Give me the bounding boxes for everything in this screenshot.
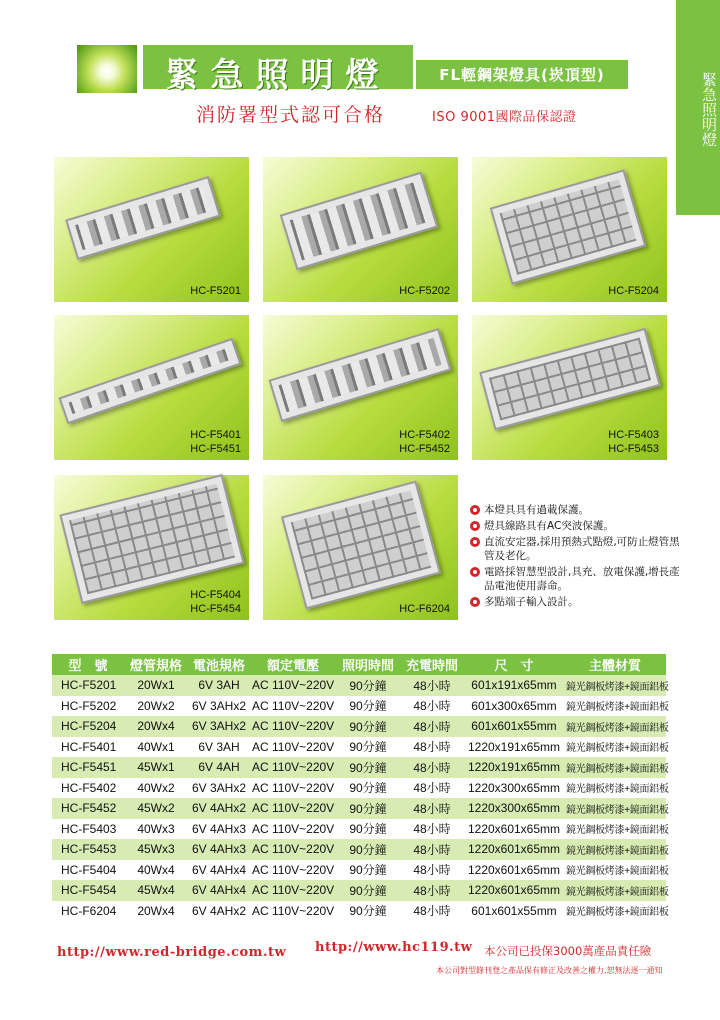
column-header: 照明時間: [336, 654, 400, 675]
table-cell: AC 110V~220V: [250, 778, 336, 799]
bullet-icon: [470, 597, 480, 607]
table-cell: 40Wx1: [124, 737, 188, 758]
fixture-image: [268, 328, 451, 422]
product-photo-2: [263, 157, 458, 302]
table-cell: 20Wx4: [124, 901, 188, 922]
table-cell: 20Wx2: [124, 696, 188, 717]
table-cell: AC 110V~220V: [250, 901, 336, 922]
table-cell: 90分鐘: [336, 757, 400, 778]
certification-text: 消防署型式認可合格: [196, 104, 386, 126]
product-label: HC-F5202: [399, 285, 450, 297]
product-label: HC-F5402 HC-F5452: [399, 429, 450, 455]
product-label: HC-F5204: [608, 285, 659, 297]
fixture-image: [281, 481, 441, 610]
table-cell: 6V 3AHx2: [188, 696, 250, 717]
table-cell: 48小時: [400, 778, 464, 799]
table-cell: 鏡光鋼板烤漆+鏡面鋁板: [564, 880, 666, 901]
insurance-note: 本公司已投保3000萬產品責任險: [484, 944, 652, 958]
fixture-image: [58, 338, 241, 424]
table-cell: 1220x601x65mm: [464, 819, 564, 840]
table-cell: 90分鐘: [336, 819, 400, 840]
table-cell: 6V 3AH: [188, 675, 250, 696]
table-cell: HC-F5204: [52, 716, 124, 737]
page-title: 緊急照明燈: [165, 55, 391, 94]
table-cell: 鏡光鋼板烤漆+鏡面鋁板: [564, 839, 666, 860]
table-cell: HC-F5452: [52, 798, 124, 819]
table-cell: 鏡光鋼板烤漆+鏡面鋁板: [564, 737, 666, 758]
table-cell: HC-F5401: [52, 737, 124, 758]
product-label: HC-F5401 HC-F5451: [190, 429, 241, 455]
page-subtitle: FL輕鋼架燈具(崁頂型): [439, 66, 605, 84]
table-row: [52, 860, 666, 881]
table-cell: 48小時: [400, 757, 464, 778]
table-cell: 48小時: [400, 880, 464, 901]
table-cell: 601x300x65mm: [464, 696, 564, 717]
table-cell: HC-F5403: [52, 819, 124, 840]
table-cell: 1220x300x65mm: [464, 798, 564, 819]
product-photo-6: [472, 315, 667, 460]
table-cell: 48小時: [400, 839, 464, 860]
product-photo-1: [54, 157, 249, 302]
feature-item: 多點端子輸入設計。: [470, 595, 690, 609]
bullet-icon: [470, 521, 480, 531]
table-cell: 6V 4AHx3: [188, 819, 250, 840]
table-cell: AC 110V~220V: [250, 880, 336, 901]
company-website-link[interactable]: http://www.red-bridge.com.tw: [57, 945, 287, 960]
table-cell: 90分鐘: [336, 839, 400, 860]
fixture-image: [479, 328, 661, 430]
table-cell: 6V 4AH: [188, 757, 250, 778]
product-label: HC-F6204: [399, 603, 450, 615]
fixture-image: [65, 176, 221, 260]
table-cell: 90分鐘: [336, 696, 400, 717]
table-cell: AC 110V~220V: [250, 716, 336, 737]
bullet-icon: [470, 567, 480, 577]
table-cell: 48小時: [400, 696, 464, 717]
table-cell: HC-F5453: [52, 839, 124, 860]
table-cell: HC-F5201: [52, 675, 124, 696]
side-tab: [676, 0, 720, 215]
column-header: 燈管規格: [124, 654, 188, 675]
table-cell: 1220x601x65mm: [464, 880, 564, 901]
table-cell: 6V 3AHx2: [188, 716, 250, 737]
table-cell: 鏡光鋼板烤漆+鏡面鋁板: [564, 757, 666, 778]
table-cell: HC-F6204: [52, 901, 124, 922]
title-bar: [143, 45, 413, 94]
table-cell: AC 110V~220V: [250, 696, 336, 717]
table-cell: 6V 4AHx4: [188, 880, 250, 901]
table-row: [52, 819, 666, 840]
fixture-image: [280, 172, 438, 271]
table-cell: 45Wx3: [124, 839, 188, 860]
logo-burst-icon: [77, 45, 137, 93]
table-cell: HC-F5451: [52, 757, 124, 778]
table-cell: 鏡光鋼板烤漆+鏡面鋁板: [564, 675, 666, 696]
table-cell: 40Wx2: [124, 778, 188, 799]
feature-list: [470, 503, 690, 611]
table-row: [52, 737, 666, 758]
disclaimer-note: 本公司對型錄刊登之產品保有修正及改善之權力,恕無法逐一通知: [436, 966, 663, 975]
product-photo-4: [54, 315, 249, 460]
table-row: [52, 716, 666, 737]
table-cell: 90分鐘: [336, 778, 400, 799]
table-cell: 45Wx2: [124, 798, 188, 819]
table-cell: 6V 4AHx2: [188, 798, 250, 819]
column-header: 電池規格: [188, 654, 250, 675]
table-cell: 90分鐘: [336, 675, 400, 696]
table-cell: 鏡光鋼板烤漆+鏡面鋁板: [564, 901, 666, 922]
column-header: 主體材質: [564, 654, 666, 675]
table-cell: 6V 3AHx2: [188, 778, 250, 799]
table-cell: 90分鐘: [336, 860, 400, 881]
fixture-image: [59, 474, 244, 604]
table-cell: 6V 4AHx2: [188, 901, 250, 922]
table-row: [52, 778, 666, 799]
table-cell: HC-F5202: [52, 696, 124, 717]
table-cell: 601x601x55mm: [464, 716, 564, 737]
product-label: HC-F5404 HC-F5454: [190, 589, 241, 615]
product-photo-8: [263, 475, 458, 620]
table-cell: 48小時: [400, 819, 464, 840]
table-row: [52, 839, 666, 860]
fixture-image: [490, 169, 647, 284]
table-cell: 48小時: [400, 860, 464, 881]
table-cell: AC 110V~220V: [250, 737, 336, 758]
table-cell: 45Wx1: [124, 757, 188, 778]
table-cell: 鏡光鋼板烤漆+鏡面鋁板: [564, 778, 666, 799]
side-tab-label: 緊急照明燈: [700, 72, 718, 147]
column-header: 型 號: [52, 654, 124, 675]
feature-item: 電路採智慧型設計,具充、放電保護,增長產品電池使用壽命。: [470, 565, 690, 593]
table-cell: 48小時: [400, 737, 464, 758]
hc119-website-link[interactable]: http://www.hc119.tw: [315, 940, 473, 955]
table-cell: 90分鐘: [336, 798, 400, 819]
table-row: [52, 901, 666, 922]
table-cell: 20Wx1: [124, 675, 188, 696]
table-row: [52, 675, 666, 696]
table-row: [52, 880, 666, 901]
table-cell: AC 110V~220V: [250, 839, 336, 860]
product-photo-3: [472, 157, 667, 302]
table-cell: 6V 3AH: [188, 737, 250, 758]
iso-certification-text: ISO 9001國際品保認證: [432, 110, 577, 125]
table-cell: 鏡光鋼板烤漆+鏡面鋁板: [564, 860, 666, 881]
table-cell: 鏡光鋼板烤漆+鏡面鋁板: [564, 798, 666, 819]
table-cell: AC 110V~220V: [250, 819, 336, 840]
table-row: [52, 696, 666, 717]
table-cell: 1220x601x65mm: [464, 860, 564, 881]
table-cell: AC 110V~220V: [250, 860, 336, 881]
table-cell: 48小時: [400, 901, 464, 922]
feature-item: 直流安定器,採用預熱式點燈,可防止燈管黑管及老化。: [470, 535, 690, 563]
table-cell: HC-F5402: [52, 778, 124, 799]
feature-item: 本燈具具有過載保護。: [470, 503, 690, 517]
product-photo-5: [263, 315, 458, 460]
table-cell: AC 110V~220V: [250, 675, 336, 696]
spec-table: [52, 654, 669, 921]
table-cell: 1220x191x65mm: [464, 737, 564, 758]
table-cell: 601x601x55mm: [464, 901, 564, 922]
table-cell: 鏡光鋼板烤漆+鏡面鋁板: [564, 716, 666, 737]
column-header: 額定電壓: [250, 654, 336, 675]
table-cell: 1220x300x65mm: [464, 778, 564, 799]
table-cell: 45Wx4: [124, 880, 188, 901]
table-cell: 90分鐘: [336, 737, 400, 758]
subtitle-bar: [416, 60, 628, 89]
feature-item: 燈具線路具有AC突波保護。: [470, 519, 690, 533]
table-cell: 601x191x65mm: [464, 675, 564, 696]
table-cell: 6V 4AHx3: [188, 839, 250, 860]
table-cell: 48小時: [400, 675, 464, 696]
table-cell: 40Wx3: [124, 819, 188, 840]
table-cell: 48小時: [400, 798, 464, 819]
table-cell: 48小時: [400, 716, 464, 737]
table-cell: 40Wx4: [124, 860, 188, 881]
product-label: HC-F5201: [190, 285, 241, 297]
table-header-row: [52, 654, 666, 675]
table-cell: 鏡光鋼板烤漆+鏡面鋁板: [564, 696, 666, 717]
table-cell: HC-F5454: [52, 880, 124, 901]
table-row: [52, 798, 666, 819]
table-cell: 1220x601x65mm: [464, 839, 564, 860]
table-cell: HC-F5404: [52, 860, 124, 881]
product-photo-7: [54, 475, 249, 620]
table-cell: 90分鐘: [336, 716, 400, 737]
table-cell: AC 110V~220V: [250, 798, 336, 819]
bullet-icon: [470, 505, 480, 515]
product-label: HC-F5403 HC-F5453: [608, 429, 659, 455]
table-cell: 鏡光鋼板烤漆+鏡面鋁板: [564, 819, 666, 840]
table-cell: 90分鐘: [336, 901, 400, 922]
table-cell: 20Wx4: [124, 716, 188, 737]
bullet-icon: [470, 537, 480, 547]
table-cell: AC 110V~220V: [250, 757, 336, 778]
column-header: 尺 寸: [464, 654, 564, 675]
table-cell: 90分鐘: [336, 880, 400, 901]
column-header: 充電時間: [400, 654, 464, 675]
table-cell: 1220x191x65mm: [464, 757, 564, 778]
table-cell: 6V 4AHx4: [188, 860, 250, 881]
table-row: [52, 757, 666, 778]
